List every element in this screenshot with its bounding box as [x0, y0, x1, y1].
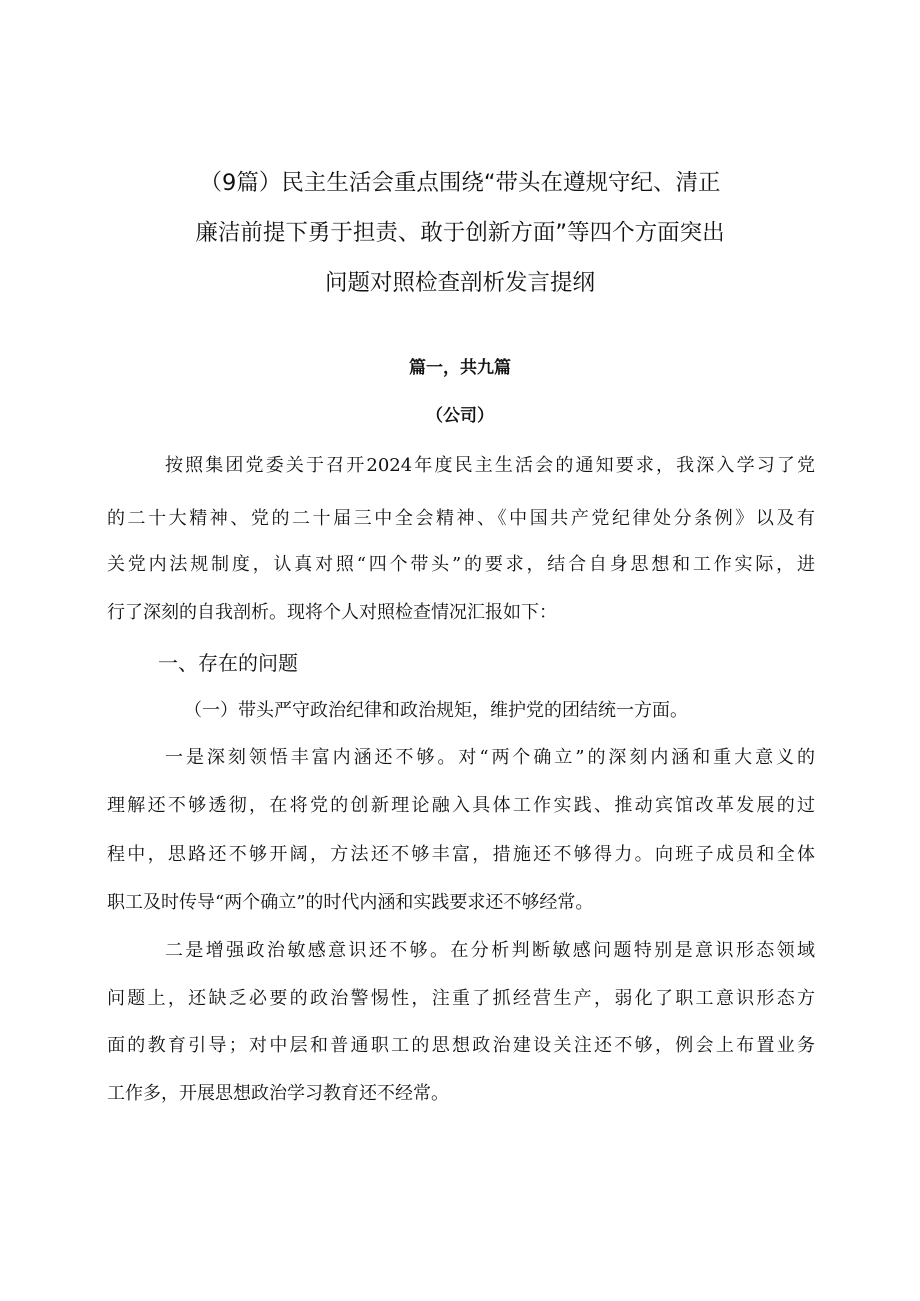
intro-line-4: 行了深刻的自我剖析。现将个人对照检查情况汇报如下： — [107, 602, 557, 623]
para-2-line-1: 二是增强政治敏感意识还不够。在分析判断敏感问题特别是意识形态领域 — [165, 940, 815, 961]
para-2-line-4: 工作多，开展思想政治学习教育还不经常。 — [107, 1083, 449, 1104]
para-1-line-2: 理解还不够透彻，在将党的创新理论融入具体工作实践、推动宾馆改革发展的过 — [107, 795, 815, 816]
para-1-line-1: 一是深刻领悟丰富内涵还不够。对“两个确立”的深刻内涵和重大意义的 — [165, 747, 815, 768]
para-1-line-3: 程中，思路还不够开阔，方法还不够丰富，措施还不够得力。向班子成员和全体 — [107, 844, 815, 865]
intro-line-2: 的二十大精神、党的二十届三中全会精神、《中国共产党纪律处分条例》以及有 — [107, 508, 815, 529]
document-title-line-2: 廉洁前提下勇于担责、敢于创新方面”等四个方面突出 — [195, 220, 725, 246]
para-2-line-2: 问题上，还缺乏必要的政治警惕性，注重了抓经营生产，弱化了职工意识形态方 — [107, 988, 815, 1009]
heading-problems: 一、存在的问题 — [158, 651, 298, 675]
intro-line-1: 按照集团党委关于召开2024年度民主生活会的通知要求，我深入学习了党 — [165, 455, 815, 476]
document-title-line-3: 问题对照检查剖析发言提纲 — [324, 270, 595, 296]
document-title-line-1: （9篇）民主生活会重点围绕“带头在遵规守纪、清正 — [199, 170, 721, 196]
para-1-line-4: 职工及时传导“两个确立”的时代内涵和实践要求还不够经常。 — [107, 892, 594, 913]
section-label: 篇一，共九篇 — [409, 358, 511, 378]
org-label: （公司） — [426, 406, 494, 426]
subheading-political-discipline: （一）带头严守政治纪律和政治规矩，维护党的团结统一方面。 — [184, 700, 688, 721]
intro-line-3: 关党内法规制度，认真对照“四个带头”的要求，结合自身思想和工作实际，进 — [107, 554, 815, 575]
para-2-line-3: 面的教育引导；对中层和普通职工的思想政治建设关注还不够，例会上布置业务 — [107, 1035, 815, 1056]
